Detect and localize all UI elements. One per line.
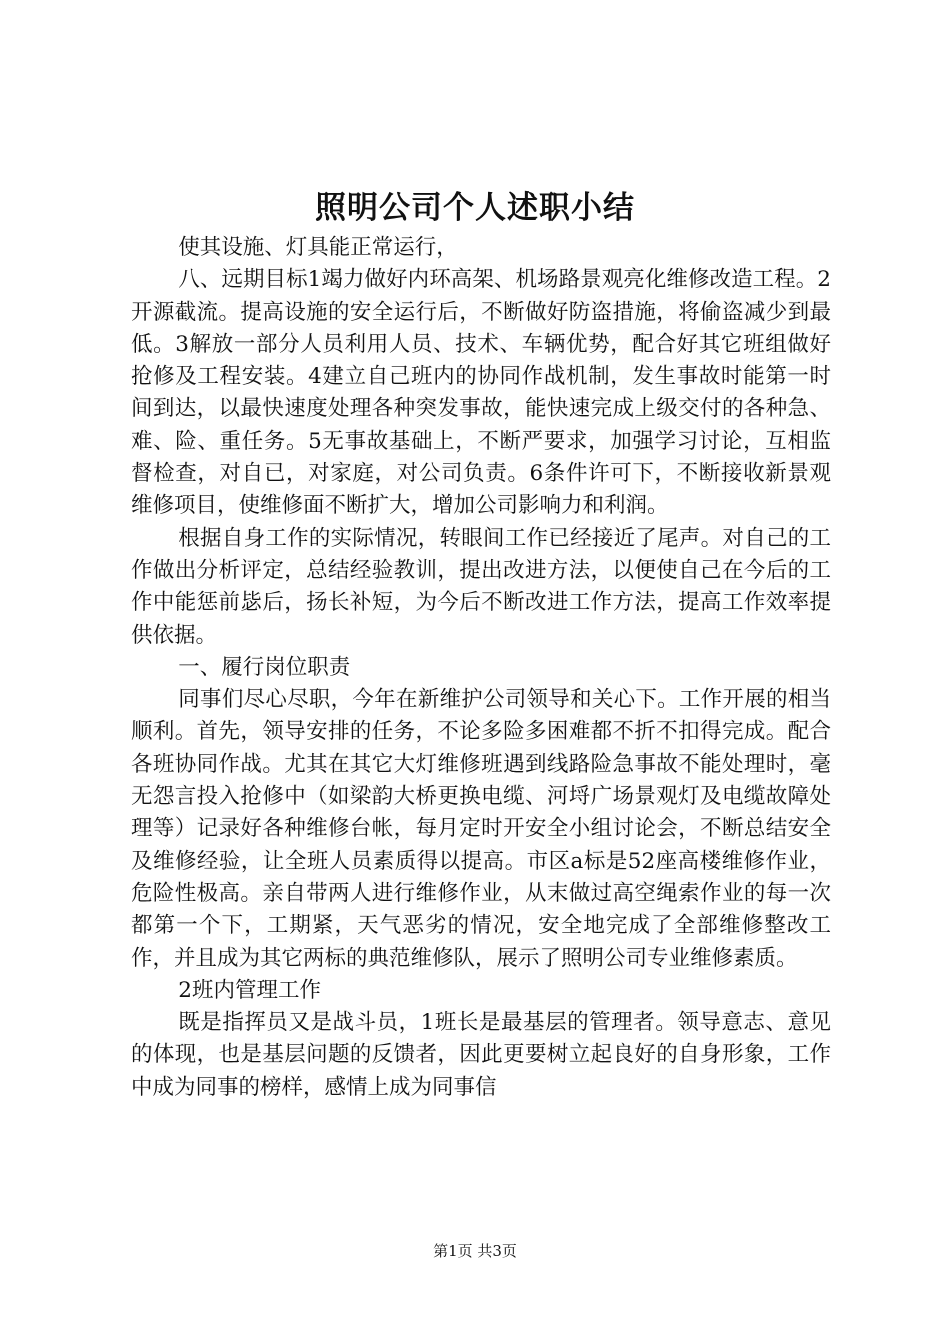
document-title: 照明公司个人述职小结 xyxy=(315,190,635,226)
paragraph: 既是指挥员又是战斗员，1班长是最基层的管理者。领导意志、意见的体现，也是基层问题的反馈者，因此更要树立起良好的自身形象，工作中成为同事的榜样，感情上成为同事信 xyxy=(131,1010,831,1100)
section-heading: 一、履行岗位职责 xyxy=(178,654,351,680)
document-body xyxy=(131,232,831,1104)
paragraph: 同事们尽心尽职，今年在新维护公司领导和关心下。工作开展的相当顺利。首先，领导安排的任务，不论多险多困难都不折不扣得完成。配合各班协同作战。尤其在其它大灯维修班遇到线路险急事故不能处理时，毫无怨言投入抢修中（如梁韵大桥更换电缆、河埒广场景观灯及电缆故障处理等）记录好各种维修台帐，每月定时开安全小组讨论会，不断总结安全及维修经验，让全班人员素质得以提高。市区a标是52座高楼维修作业，危险性极高。亲自带两人进行维修作业，从末做过高空绳索作业的每一次都第一个下，工期紧，天气恶劣的情况，安全地完成了全部维修整改工作，并且成为其它两标的典范维修队，展示了照明公司专业维修素质。 xyxy=(131,687,831,971)
paragraph: 使其设施、灯具能正常运行， xyxy=(178,235,458,260)
page-number-footer: 第1页 共3页 xyxy=(433,1242,517,1260)
paragraph: 八、远期目标1竭力做好内环高架、机场路景观亮化维修改造工程。2开源截流。提高设施的安全运行后，不断做好防盗措施，将偷盗减少到最低。3解放一部分人员利用人员、技术、车辆优势，配合好其它班组做好抢修及工程安装。4建立自己班内的协同作战机制，发生事故时能第一时间到达，以最快速度处理各种突发事故，能快速完成上级交付的各种急、难、险、重任务。5无事故基础上，不断严要求，加强学习讨论，互相监督检查，对自已，对家庭，对公司负责。6条件许可下，不断接收新景观维修项目，使维修面不断扩大，增加公司影响力和利润。 xyxy=(131,267,831,519)
section-heading: 2班内管理工作 xyxy=(178,977,321,1003)
paragraph: 根据自身工作的实际情况，转眼间工作已经接近了尾声。对自己的工作做出分析评定，总结经验教训，提出改进方法，以便使自己在今后的工作中能惩前毖后，扬长补短，为今后不断改进工作方法，提高工作效率提供依据。 xyxy=(131,525,831,648)
